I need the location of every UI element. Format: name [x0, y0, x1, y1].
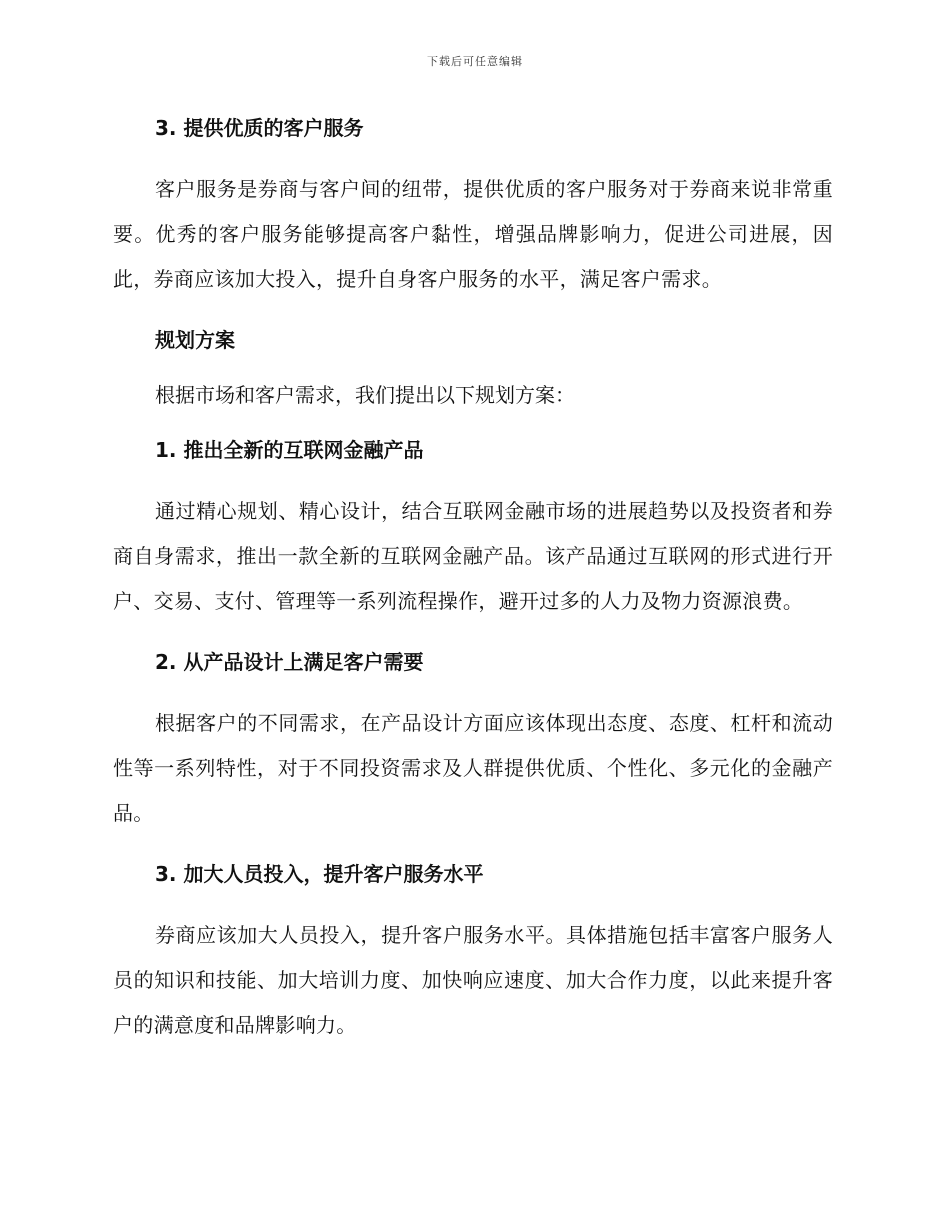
plan-heading: 规划方案 [155, 328, 235, 352]
plan-2-heading: 2. 从产品设计上满足客户需要 [155, 650, 424, 674]
plan-3-paragraph: 券商应该加大人员投入，提升客户服务水平。具体措施包括丰富客户服务人员的知识和技能、加大培训力度、加快响应速度、加大合作力度，以此来提升客户的满意度和品牌影响力。 [113, 923, 833, 1037]
section-3-paragraph: 客户服务是券商与客户间的纽带，提供优质的客户服务对于券商来说非常重要。优秀的客户服务能够提高客户黏性，增强品牌影响力，促进公司进展，因此，券商应该加大投入，提升自身客户服务的水平，满足客户需求。 [113, 177, 833, 291]
plan-2-paragraph: 根据客户的不同需求，在产品设计方面应该体现出态度、态度、杠杆和流动性等一系列特性，对于不同投资需求及人群提供优质、个性化、多元化的金融产品。 [113, 711, 833, 825]
plan-1-paragraph: 通过精心规划、精心设计，结合互联网金融市场的进展趋势以及投资者和券商自身需求，推出一款全新的互联网金融产品。该产品通过互联网的形式进行开户、交易、支付、管理等一系列流程操作，避开过多的人力及物力资源浪费。 [113, 499, 833, 613]
plan-intro: 根据市场和客户需求，我们提出以下规划方案： [155, 383, 575, 407]
plan-3-heading: 3. 加大人员投入，提升客户服务水平 [155, 862, 484, 886]
plan-1-heading: 1. 推出全新的互联网金融产品 [155, 438, 424, 462]
document-body [113, 112, 833, 1048]
section-3-heading: 3. 提供优质的客户服务 [155, 116, 364, 140]
page-header-note: 下载后可任意编辑 [427, 55, 523, 68]
